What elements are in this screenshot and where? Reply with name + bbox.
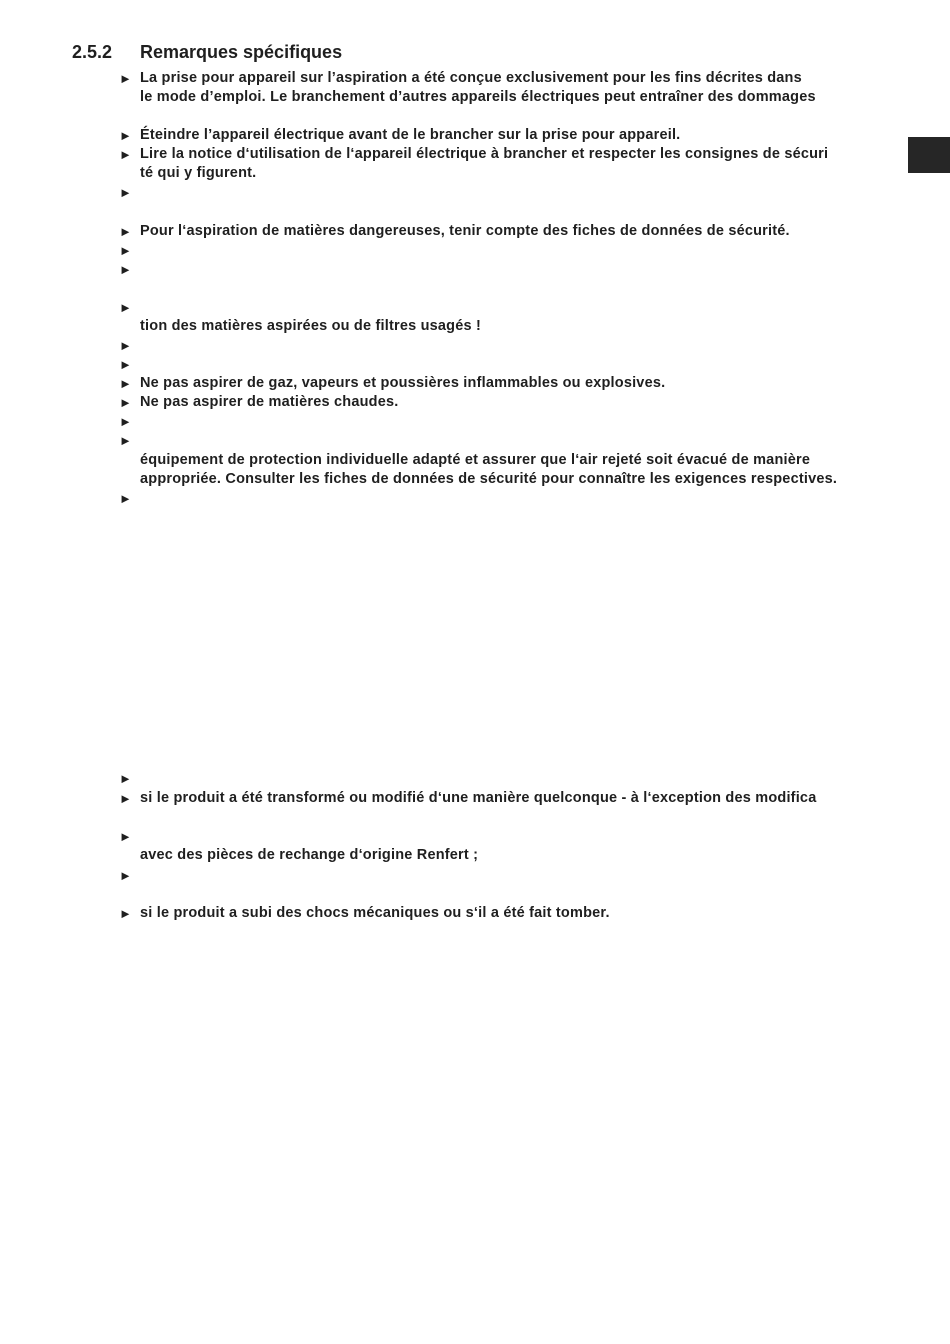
section-number: 2.5.2 xyxy=(72,42,113,62)
bullet-arrow-icon: ► xyxy=(119,414,133,429)
bullet-arrow-icon: ► xyxy=(119,829,133,844)
bullet-arrow-icon: ► xyxy=(119,224,133,239)
list-item-text: Lire la notice d‘utilisation de l‘appareil électrique à brancher et respecter les consignes de sécuri xyxy=(140,146,829,162)
bullet-arrow-icon: ► xyxy=(119,433,133,448)
list-item-text: tion des matières aspirées ou de filtres usagés ! xyxy=(140,318,482,334)
section-heading xyxy=(72,42,342,63)
bullet-arrow-icon: ► xyxy=(119,147,133,162)
bullet-arrow-icon: ► xyxy=(119,771,133,786)
bullet-arrow-icon: ► xyxy=(119,491,133,506)
list-item-text: si le produit a subi des chocs mécaniques ou s‘il a été fait tomber. xyxy=(140,905,610,921)
list-item-text: Ne pas aspirer de matières chaudes. xyxy=(140,394,399,410)
list-item-text: Pour l‘aspiration de matières dangereuses, tenir compte des fiches de données de sécurité. xyxy=(140,223,790,239)
list-item-text: té qui y figurent. xyxy=(140,165,257,181)
bullet-arrow-icon: ► xyxy=(119,338,133,353)
list-item-text: Éteindre l’appareil électrique avant de le brancher sur la prise pour appareil. xyxy=(140,127,681,143)
bullet-arrow-icon: ► xyxy=(119,243,133,258)
list-item-text: appropriée. Consulter les fiches de données de sécurité pour connaître les exigences respectives. xyxy=(140,471,838,487)
list-item-text: La prise pour appareil sur l’aspiration a été conçue exclusivement pour les fins décrites dans xyxy=(140,70,802,86)
bullet-arrow-icon: ► xyxy=(119,395,133,410)
bullet-arrow-icon: ► xyxy=(119,868,133,883)
list-item-text: le mode d’emploi. Le branchement d’autres appareils électriques peut entraîner des dommages xyxy=(140,89,816,105)
section-title: Remarques spécifiques xyxy=(140,42,343,62)
bullet-arrow-icon: ► xyxy=(119,791,133,806)
bullet-arrow-icon: ► xyxy=(119,376,133,391)
list-item-text: Ne pas aspirer de gaz, vapeurs et poussières inflammables ou explosives. xyxy=(140,375,666,391)
bullet-arrow-icon: ► xyxy=(119,185,133,200)
bullet-arrow-icon: ► xyxy=(119,71,133,86)
language-tab-marker xyxy=(908,137,950,173)
bullet-arrow-icon: ► xyxy=(119,128,133,143)
list-item-text: avec des pièces de rechange d‘origine Renfert ; xyxy=(140,847,479,863)
bullet-arrow-icon: ► xyxy=(119,262,133,277)
bullet-arrow-icon: ► xyxy=(119,357,133,372)
list-item-text: équipement de protection individuelle adapté et assurer que l‘air rejeté soit évacué de manière xyxy=(140,452,811,468)
bullet-arrow-icon: ► xyxy=(119,906,133,921)
bullet-arrow-icon: ► xyxy=(119,300,133,315)
list-item-text: si le produit a été transformé ou modifié d‘une manière quelconque - à l‘exception des modifica xyxy=(140,790,817,806)
